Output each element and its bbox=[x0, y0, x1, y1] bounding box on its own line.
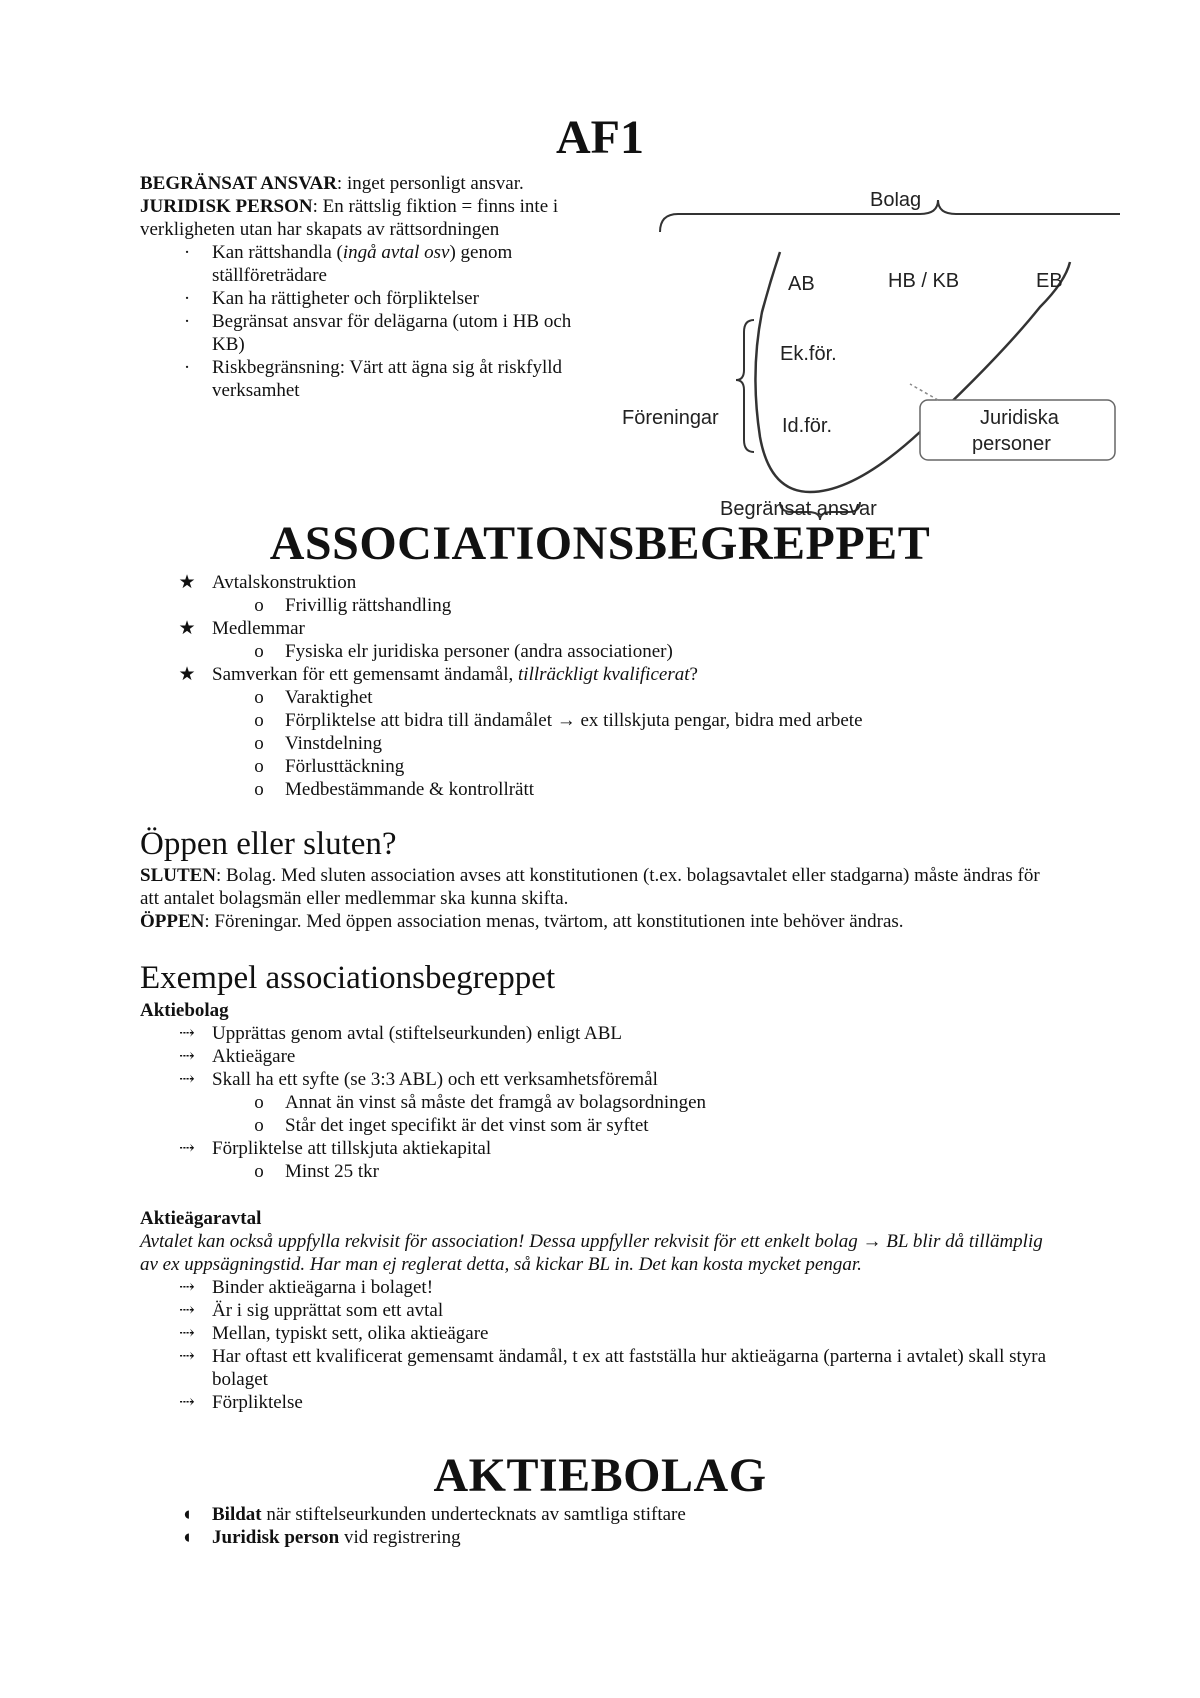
oppen-paragraph: ÖPPEN: Föreningar. Med öppen association menas, tvärtom, att konstitutionen inte behöver ändras. bbox=[140, 911, 904, 933]
aktiebolag-bullets bbox=[140, 1503, 1060, 1549]
document-page bbox=[140, 111, 1063, 1549]
aktieagaravtal-paragraph: Avtalet kan också uppfylla rekvisit för association! Dessa uppfyller rekvisit för ett enkelt bolag → BL blir då tillämplig av ex uppsägningstid. Har man ej reglerat detta, så kickar BL in. Det kan kosta mycket pengar. bbox=[140, 1230, 1043, 1275]
juridisk-person-paragraph: JURIDISK PERSON: En rättslig fiktion = finns inte i verkligheten utan har skapats av rättsordningen bbox=[140, 196, 559, 240]
section-heading: AKTIEBOLAG bbox=[433, 1448, 767, 1502]
sub-list-item: o Vinstdelning bbox=[140, 732, 1060, 755]
list-item: ★ Medlemmar bbox=[140, 617, 1060, 640]
arrow-icon: ⇢ bbox=[179, 1345, 195, 1367]
intro-bullets bbox=[140, 241, 605, 402]
list-item: ⇢ Upprättas genom avtal (stiftelseurkunden) enligt ABL bbox=[140, 1022, 1060, 1045]
ab-label: AB bbox=[788, 273, 815, 295]
star-icon: ★ bbox=[178, 571, 196, 593]
circle-bullet-icon: o bbox=[254, 1114, 264, 1136]
pointer-line bbox=[910, 384, 938, 400]
list-item: ⇢ Binder aktieägarna i bolaget! bbox=[140, 1276, 1060, 1299]
sub-list-item: o Annat än vinst så måste det framgå av bolagsordningen bbox=[140, 1091, 1060, 1114]
list-item: · Riskbegränsning: Värt att ägna sig åt riskfylld verksamhet bbox=[140, 356, 605, 402]
arrow-icon: ⇢ bbox=[179, 1276, 195, 1298]
list-item: ⇢ Är i sig upprättat som ett avtal bbox=[140, 1299, 1060, 1322]
arrow-icon: ⇢ bbox=[179, 1299, 195, 1321]
begransat-ansvar-label: Begränsat ansvar bbox=[720, 498, 877, 520]
sub-list-item: o Minst 25 tkr bbox=[140, 1160, 1060, 1183]
assoc-list bbox=[140, 571, 1060, 801]
list-item: ◖ Bildat när stiftelseurkunden undertecknats av samtliga stiftare bbox=[140, 1503, 1060, 1526]
arrow-icon: ⇢ bbox=[179, 1137, 195, 1159]
circle-bullet-icon: o bbox=[254, 640, 264, 662]
list-item: ⇢ Har oftast ett kvalificerat gemensamt ändamål, t ex att fastställa hur aktieägarna (parterna i avtalet) skall styra bolaget bbox=[140, 1345, 1060, 1391]
af1-section bbox=[140, 111, 1063, 520]
sub-list-item: o Frivillig rättshandling bbox=[140, 594, 1060, 617]
list-item: · Begränsat ansvar för delägarna (utom i HB och KB) bbox=[140, 310, 605, 356]
sub-list-item: o Fysiska elr juridiska personer (andra associationer) bbox=[140, 640, 1060, 663]
bullet-dot-icon: · bbox=[183, 242, 191, 263]
star-icon: ★ bbox=[178, 663, 196, 685]
arrow-icon: ⇢ bbox=[179, 1322, 195, 1344]
circle-bullet-icon: o bbox=[254, 1091, 264, 1113]
bolag-diagram bbox=[620, 192, 1120, 527]
list-item: ⇢ Mellan, typiskt sett, olika aktieägare bbox=[140, 1322, 1060, 1345]
sluten-paragraph: SLUTEN: Bolag. Med sluten association avses att konstitutionen (t.ex. bolagsavtalet eller stadgarna) måste ändras för att antalet bolagsmän eller medlemmar ska kunna skifta. bbox=[140, 865, 1040, 910]
circle-bullet-icon: o bbox=[254, 686, 264, 708]
arrow-icon: ⇢ bbox=[179, 1068, 195, 1090]
page-title: AF1 bbox=[556, 111, 644, 164]
circle-bullet-icon: o bbox=[254, 1160, 264, 1182]
eb-label: EB bbox=[1036, 270, 1063, 292]
half-circle-icon: ◖ bbox=[181, 1503, 193, 1525]
list-item: ⇢ Skall ha ett syfte (se 3:3 ABL) och ett verksamhetsföremål bbox=[140, 1068, 1060, 1091]
term: BEGRÄNSAT ANSVAR bbox=[140, 173, 337, 194]
list-item: ⇢ Förpliktelse att tillskjuta aktiekapital bbox=[140, 1137, 1060, 1160]
begransat-ansvar-paragraph: BEGRÄNSAT ANSVAR: inget personligt ansvar. bbox=[140, 173, 524, 194]
juridiska-label-2: personer bbox=[972, 433, 1051, 455]
subheading: Aktieägaravtal bbox=[140, 1207, 262, 1229]
aktiebolag-section bbox=[140, 1450, 1060, 1549]
aktiebolag-list bbox=[140, 1022, 1060, 1183]
sub-list-item: o Förlusttäckning bbox=[140, 755, 1060, 778]
diagram-svg bbox=[620, 192, 1120, 527]
list-item: ★ Avtalskonstruktion bbox=[140, 571, 1060, 594]
circle-bullet-icon: o bbox=[254, 732, 264, 754]
list-item: · Kan ha rättigheter och förpliktelser bbox=[140, 287, 605, 310]
section-heading: Exempel associationsbegreppet bbox=[140, 960, 556, 997]
section-heading: ASSOCIATIONSBEGREPPET bbox=[269, 517, 931, 570]
section-heading: Öppen eller sluten? bbox=[140, 825, 397, 862]
bullet-dot-icon: · bbox=[183, 288, 191, 309]
oppen-sluten-section bbox=[140, 825, 1060, 934]
foreningar-label: Föreningar bbox=[622, 407, 719, 429]
term: JURIDISK PERSON bbox=[140, 196, 313, 217]
bolag-label: Bolag bbox=[870, 192, 922, 211]
star-icon: ★ bbox=[178, 617, 196, 639]
aktieagaravtal-list bbox=[140, 1276, 1060, 1414]
hbkb-label: HB / KB bbox=[888, 270, 960, 292]
sub-list-item: o Står det inget specifikt är det vinst som är syftet bbox=[140, 1114, 1060, 1137]
exempel-section bbox=[140, 959, 1060, 1414]
bullet-dot-icon: · bbox=[183, 311, 191, 332]
bullet-dot-icon: · bbox=[183, 357, 191, 378]
sub-list-item: o Medbestämmande & kontrollrätt bbox=[140, 778, 1060, 801]
associationsbegreppet-section bbox=[140, 518, 1060, 801]
juridiska-label-1: Juridiska bbox=[980, 407, 1059, 429]
arrow-icon: ⇢ bbox=[179, 1022, 195, 1044]
sub-list-item: o Förpliktelse att bidra till ändamålet → ex tillskjuta pengar, bidra med arbete bbox=[140, 709, 1060, 732]
arrow-icon: ⇢ bbox=[179, 1391, 195, 1413]
half-circle-icon: ◖ bbox=[181, 1526, 193, 1548]
subheading: Aktiebolag bbox=[140, 999, 229, 1021]
ekfor-label: Ek.för. bbox=[780, 343, 837, 365]
idfor-label: Id.för. bbox=[782, 415, 833, 437]
foreningar-brace bbox=[736, 320, 754, 452]
list-item: ⇢ Aktieägare bbox=[140, 1045, 1060, 1068]
sub-list-item: o Varaktighet bbox=[140, 686, 1060, 709]
circle-bullet-icon: o bbox=[254, 709, 264, 731]
circle-bullet-icon: o bbox=[254, 755, 264, 777]
list-item: ◖ Juridisk person vid registrering bbox=[140, 1526, 1060, 1549]
list-item: ★ Samverkan för ett gemensamt ändamål, tillräckligt kvalificerat? bbox=[140, 663, 1060, 686]
circle-bullet-icon: o bbox=[254, 778, 264, 800]
arrow-icon: ⇢ bbox=[179, 1045, 195, 1067]
circle-bullet-icon: o bbox=[254, 594, 264, 616]
intro-text bbox=[140, 172, 605, 402]
list-item: ⇢ Förpliktelse bbox=[140, 1391, 1060, 1414]
list-item: · Kan rättshandla (ingå avtal osv) genom ställföreträdare bbox=[140, 241, 605, 287]
